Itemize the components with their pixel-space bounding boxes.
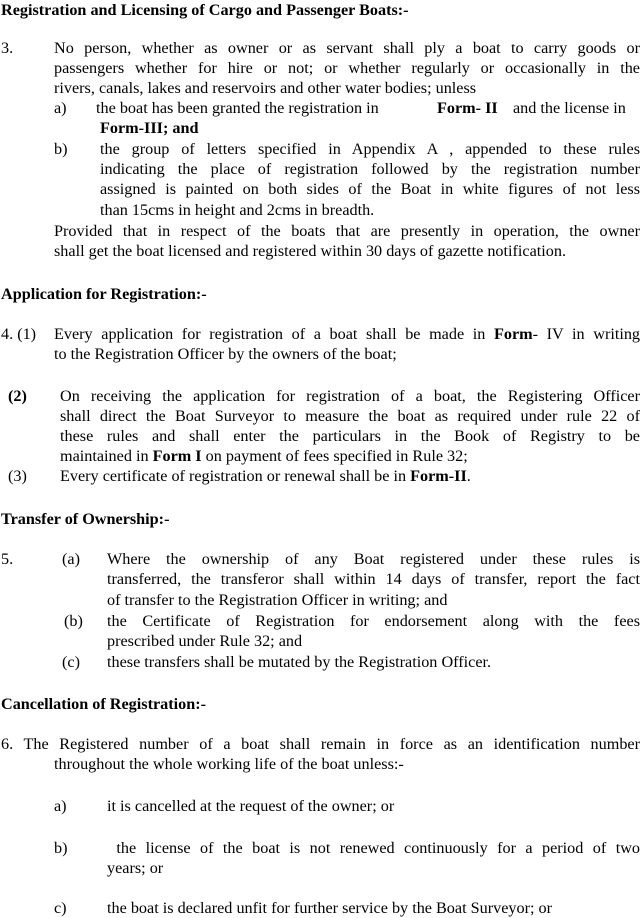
- rule-3-clause-b-line-3: assigned is painted on both sides of the Boat in white figures of not less: [100, 180, 640, 198]
- rule-6-clause-a-text: it is cancelled at the request of the owner; or: [107, 797, 395, 815]
- rule-number-5: 5.: [1, 550, 14, 568]
- rule-4-1-line-2: to the Registration Officer by the owners of the boat;: [54, 345, 397, 363]
- rule-3-clause-a-text-2: and the license in: [513, 99, 626, 117]
- rule-3-proviso-line-2: shall get the boat licensed and registered within 30 days of gazette notification.: [54, 242, 566, 260]
- rule-6-line-1: 6. The Registered number of a boat shall remain in force as an identification number: [1, 735, 640, 753]
- rule-3-clause-a-form-iii: Form-III; and: [100, 119, 199, 137]
- rule-4-1-line-1: Every application for registration of a boat shall be made in Form- IV in writing: [54, 325, 641, 343]
- rule-6-clause-a-label: a): [54, 797, 67, 815]
- rule-4-3-number: (3): [8, 467, 27, 485]
- section-heading-cancellation: Cancellation of Registration:-: [1, 695, 207, 713]
- rule-5-clause-a-line-1: Where the ownership of any Boat registered under these rules is: [107, 550, 640, 568]
- rule-6-clause-b-label: b): [54, 839, 68, 857]
- rule-4-2-number: (2): [8, 387, 27, 405]
- rule-5-clause-a-label: (a): [62, 550, 80, 568]
- rule-3-clause-a-text-1: the boat has been granted the registration in: [96, 99, 379, 117]
- rule-5-clause-a-line-2: transferred, the transferor shall within 14 days of transfer, report the fact: [107, 570, 640, 588]
- rule-6-line-2: throughout the whole working life of the boat unless:-: [54, 755, 404, 773]
- rule-4-2-line-2: shall direct the Boat Surveyor to measure the boat as required under rule 22 of: [60, 407, 640, 425]
- rule-5-clause-c-text: these transfers shall be mutated by the Registration Officer.: [107, 653, 492, 671]
- rule-6-clause-c-text: the boat is declared unfit for further service by the Boat Surveyor; or: [107, 899, 553, 917]
- rule-3-proviso-line-1: Provided that in respect of the boats that are presently in operation, the owner: [54, 222, 640, 240]
- rule-3-line-3: rivers, canals, lakes and reservoirs and other water bodies; unless: [54, 79, 477, 97]
- rule-3-clause-b-label: b): [54, 140, 68, 158]
- rule-4-2-line-3: these rules and shall enter the particulars in the Book of Registry to be: [60, 427, 640, 445]
- rule-5-clause-a-line-3: of transfer to the Registration Officer in writing; and: [107, 591, 448, 609]
- rule-4-3-text: Every certificate of registration or renewal shall be in Form-II.: [60, 467, 471, 485]
- rule-4-2-line-4: maintained in Form I on payment of fees specified in Rule 32;: [60, 447, 468, 465]
- rule-6-clause-c-label: c): [54, 899, 67, 917]
- rule-5-clause-b-line-2: prescribed under Rule 32; and: [107, 632, 303, 650]
- rule-3-clause-b-line-4: than 15cms in height and 2cms in breadth.: [100, 201, 375, 219]
- rule-6-clause-b-line-2: years; or: [107, 859, 164, 877]
- rule-4-2-line-1: On receiving the application for registration of a boat, the Registering Officer: [60, 387, 640, 405]
- rule-5-clause-b-line-1: the Certificate of Registration for endorsement along with the fees: [107, 612, 640, 630]
- rule-6-clause-b-line-1: the license of the boat is not renewed continuously for a period of two: [107, 839, 640, 857]
- rule-5-clause-b-label: (b): [64, 612, 83, 630]
- rule-3-line-2: passengers whether for hire or not; or whether regularly or occasionally in the: [54, 59, 640, 77]
- rule-4-1-number: 4. (1): [1, 325, 37, 343]
- rule-3-clause-b-line-1: the group of letters specified in Appendix A , appended to these rules: [100, 140, 640, 158]
- rule-3-clause-a-form-ii: Form- II: [437, 99, 498, 117]
- section-heading-application: Application for Registration:-: [1, 285, 207, 303]
- rule-3-clause-b-line-2: indicating the place of registration followed by the registration number: [100, 160, 640, 178]
- rule-5-clause-c-label: (c): [62, 653, 80, 671]
- section-heading-transfer: Transfer of Ownership:-: [1, 510, 170, 528]
- rule-3-clause-a-label: a): [54, 99, 67, 117]
- rule-3-line-1: No person, whether as owner or as servant shall ply a boat to carry goods or: [54, 39, 640, 57]
- section-heading-registration-licensing: Registration and Licensing of Cargo and Passenger Boats:-: [1, 1, 409, 19]
- rule-number-3: 3.: [1, 39, 14, 57]
